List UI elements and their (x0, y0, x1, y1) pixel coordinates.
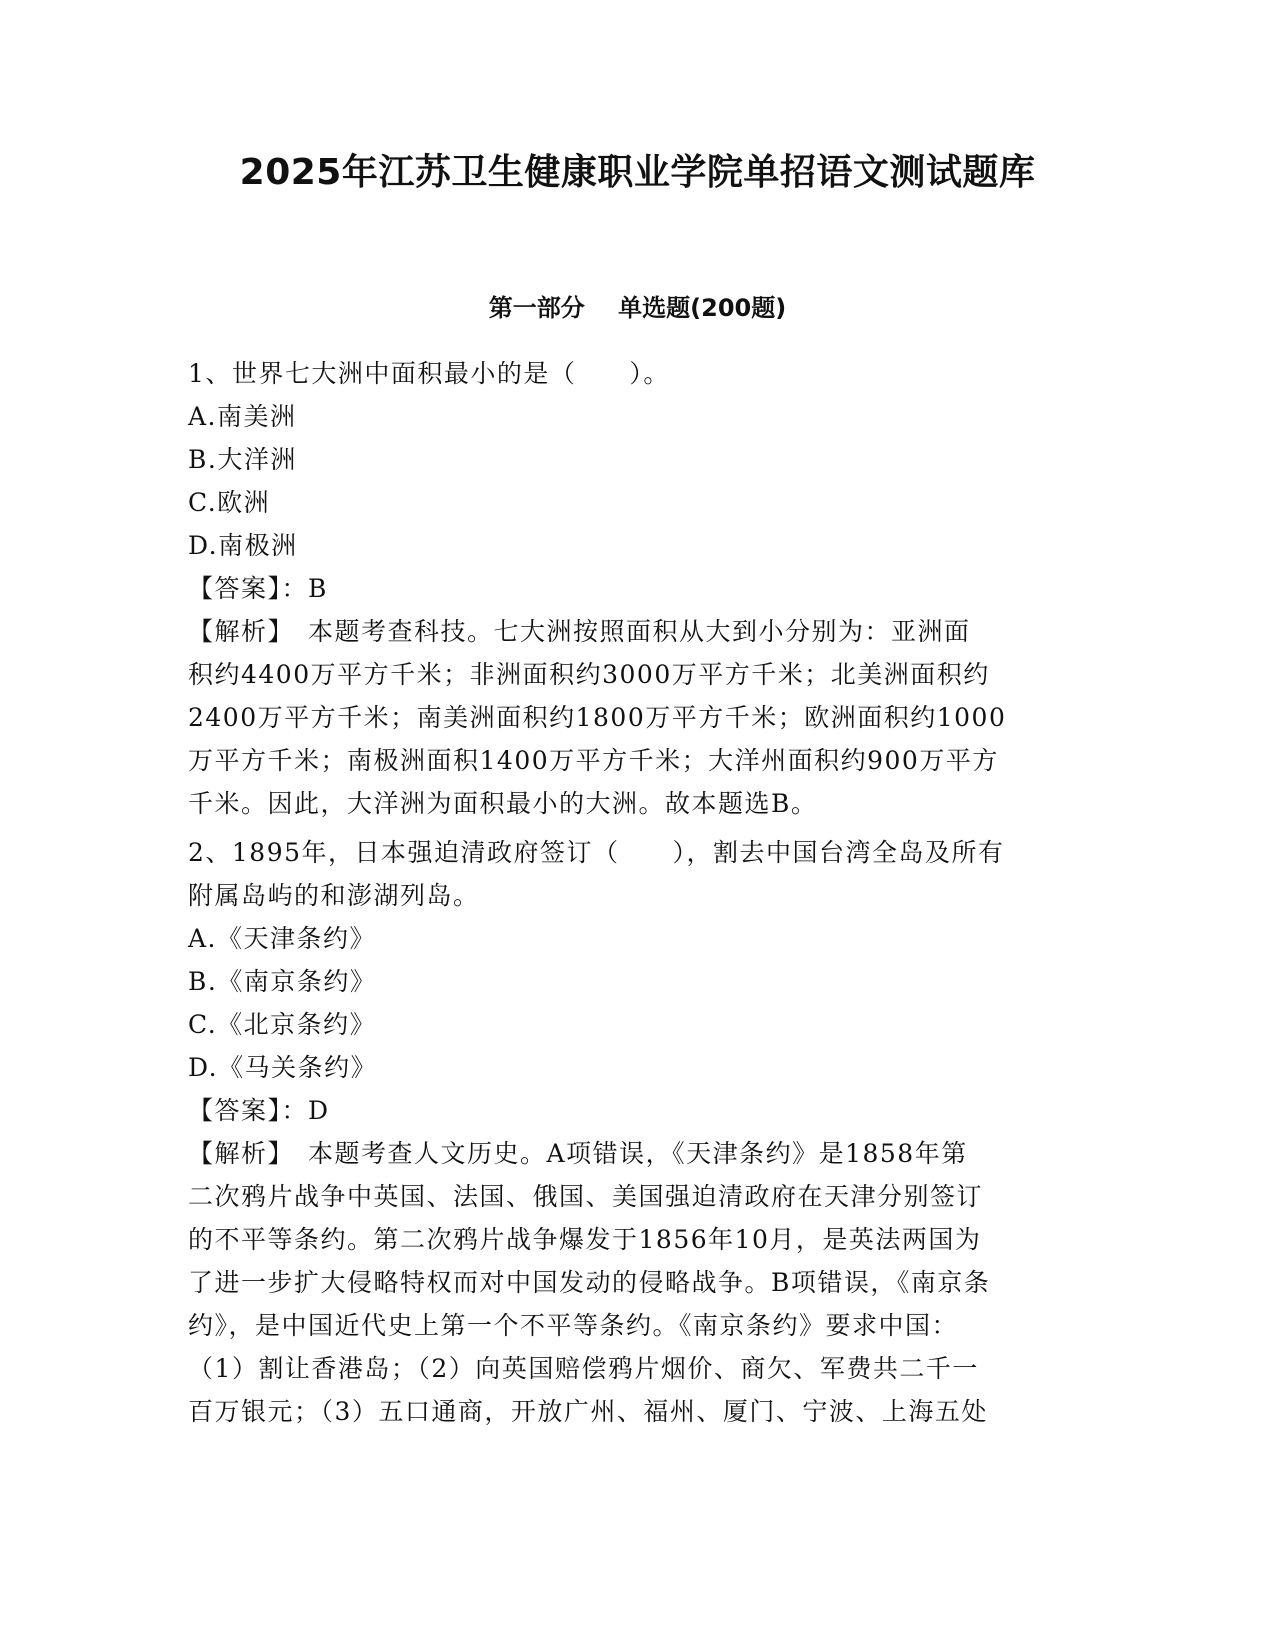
analysis-text: 百万银元；（3）五口通商，开放广州、福州、厦门、宁波、上海五处 (188, 1397, 988, 1426)
analysis-line (188, 1132, 1083, 1175)
question-list (188, 352, 1083, 1433)
section-title: 第一部分 单选题(200题) (488, 294, 787, 322)
question-stem: 2、1895年，日本强迫清政府签订（ ），割去中国台湾全岛及所有 (188, 838, 1005, 867)
analysis-text: 本题考查人文历史。A项错误，《天津条约》是1858年第 (281, 1139, 968, 1168)
answer-value: ：D (281, 1096, 330, 1125)
analysis-text: 本题考查科技。七大洲按照面积从大到小分别为：亚洲面 (281, 617, 971, 646)
analysis-text: 积约4400万平方千米；非洲面积约3000万平方千米；北美洲面积约 (188, 660, 990, 689)
answer-label: 【答案】 (188, 1096, 282, 1125)
analysis-text: 2400万平方千米；南美洲面积约1800万平方千米；欧洲面积约1000 (188, 703, 1007, 732)
analysis-text: 的不平等条约。第二次鸦片战争爆发于1856年10月，是英法两国为 (188, 1225, 982, 1254)
document-title: 2025年江苏卫生健康职业学院单招语文测试题库 (239, 152, 1036, 193)
option-a: A.南美洲 (188, 402, 297, 431)
option-d: D.《马关条约》 (188, 1053, 378, 1082)
option-d: D.南极洲 (188, 531, 298, 560)
option-b: B.《南京条约》 (188, 967, 377, 996)
analysis-text: 万平方千米；南极洲面积1400万平方千米；大洋州面积约900万平方 (188, 746, 999, 775)
option-c: C.《北京条约》 (188, 1010, 377, 1039)
analysis-line (188, 610, 1083, 653)
analysis-text: （1）割让香港岛；（2）向英国赔偿鸦片烟价、商欠、军费共二千一 (188, 1354, 979, 1383)
analysis-text: 千米。因此，大洋洲为面积最小的大洲。故本题选B。 (188, 789, 818, 818)
analysis-text: 约》，是中国近代史上第一个不平等条约。《南京条约》要求中国： (188, 1311, 959, 1340)
option-a: A.《天津条约》 (188, 924, 377, 953)
question-stem: 1、世界七大洲中面积最小的是（ ）。 (188, 359, 670, 388)
answer-label: 【答案】 (188, 574, 282, 603)
option-b: B.大洋洲 (188, 445, 297, 474)
option-c: C.欧洲 (188, 488, 271, 517)
answer-value: ：B (281, 574, 328, 603)
analysis-text: 了进一步扩大侵略特权而对中国发动的侵略战争。B项错误，《南京条 (188, 1268, 991, 1297)
question-stem: 附属岛屿的和澎湖列岛。 (188, 881, 480, 910)
answer-line (188, 1089, 1083, 1132)
analysis-label: 【解析】 (188, 617, 282, 646)
analysis-text: 二次鸦片战争中英国、法国、俄国、美国强迫清政府在天津分别签订 (188, 1182, 984, 1211)
answer-line (188, 567, 1083, 610)
question-1 (188, 352, 1083, 825)
analysis-label: 【解析】 (188, 1139, 282, 1168)
question-2 (188, 831, 1083, 1433)
